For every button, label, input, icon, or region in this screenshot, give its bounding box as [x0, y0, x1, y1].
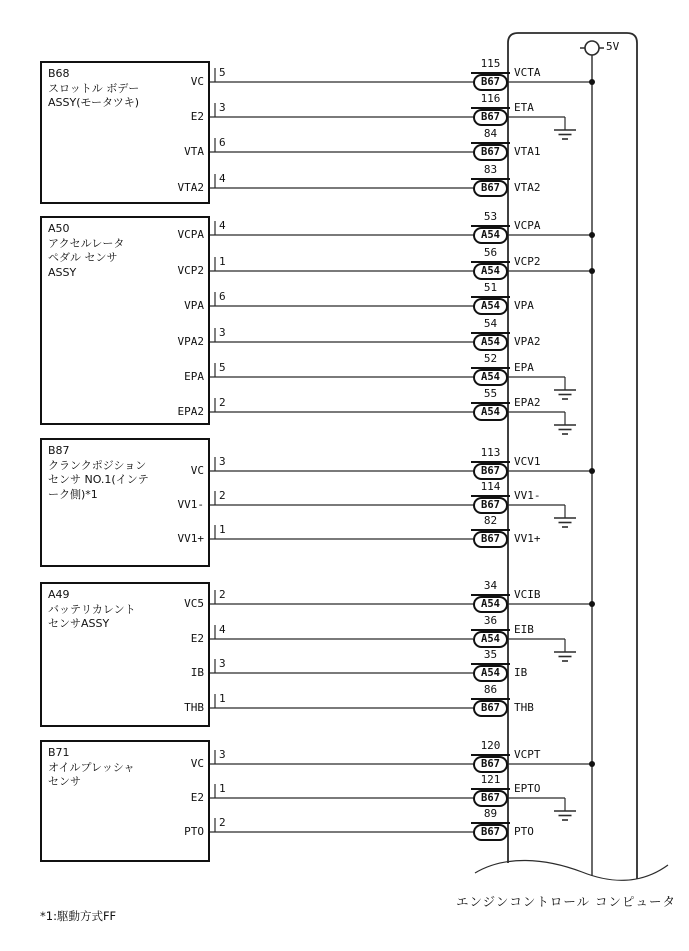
junction-dot: [589, 232, 595, 238]
component-pin-number: 3: [219, 101, 226, 114]
component-pin-label: THB: [184, 701, 204, 714]
component-pin-label: E2: [190, 791, 204, 804]
continuation-wave: [475, 860, 668, 880]
ecu-signal-label: VCIB: [514, 588, 541, 601]
component-pin-label: VC5: [184, 597, 204, 610]
ecu-signal-label: THB: [514, 701, 534, 714]
connector-oval: A54: [473, 369, 508, 386]
component-pin-number: 6: [219, 290, 226, 303]
ecu-terminal-number: 115: [471, 57, 510, 74]
component-pin-label: EPA2: [177, 405, 204, 418]
component-name-line: ASSY(モータツキ): [48, 96, 140, 110]
connector-oval: A54: [473, 596, 508, 613]
component-pin-number: 2: [219, 396, 226, 409]
connector-oval: A54: [473, 334, 508, 351]
ecu-signal-label: PTO: [514, 825, 534, 838]
component-pin-number: 3: [219, 657, 226, 670]
connector-oval: A54: [473, 298, 508, 315]
component-pin-number: 1: [219, 692, 226, 705]
ecu-terminal-number: 36: [471, 614, 510, 631]
component-name-line: オイルプレッシャ: [48, 760, 135, 774]
ecu-signal-label: VV1-: [514, 489, 541, 502]
component-pin-number: 5: [219, 66, 226, 79]
ecu-signal-label: IB: [514, 666, 528, 679]
component-pin-number: 1: [219, 255, 226, 268]
component-name-line: ペダル センサ: [48, 251, 118, 265]
component-name-line: バッテリカレント: [48, 602, 136, 616]
connector-oval: B67: [473, 700, 508, 717]
ecu-signal-label: VPA: [514, 299, 534, 312]
component-pin-number: 2: [219, 588, 226, 601]
junction-dot: [589, 79, 595, 85]
component-box-A50: [40, 216, 210, 425]
component-pin-label: VTA: [184, 145, 204, 158]
component-pin-number: 4: [219, 172, 226, 185]
component-name-line: アクセルレータ: [48, 236, 125, 250]
component-pin-label: EPA: [184, 370, 204, 383]
connector-oval: A54: [473, 263, 508, 280]
component-name-line: A50: [48, 222, 70, 235]
connector-oval: A54: [473, 404, 508, 421]
component-pin-label: VV1+: [177, 532, 204, 545]
component-pin-number: 1: [219, 782, 226, 795]
component-pin-label: E2: [190, 110, 204, 123]
component-pin-label: VCPA: [177, 228, 204, 241]
ecu-terminal-number: 55: [471, 387, 510, 404]
connector-oval: B67: [473, 144, 508, 161]
component-pin-number: 2: [219, 489, 226, 502]
connector-oval: B67: [473, 756, 508, 773]
ecu-signal-label: EPA2: [514, 396, 541, 409]
ecu-signal-label: VCP2: [514, 255, 541, 268]
connector-oval: B67: [473, 790, 508, 807]
component-pin-label: VCP2: [177, 264, 204, 277]
component-pin-number: 5: [219, 361, 226, 374]
component-name-line: B68: [48, 67, 70, 80]
connector-oval: A54: [473, 631, 508, 648]
ecu-signal-label: ETA: [514, 101, 534, 114]
component-pin-label: VPA: [184, 299, 204, 312]
component-pin-number: 3: [219, 326, 226, 339]
component-pin-number: 4: [219, 219, 226, 232]
ecu-signal-label: EPA: [514, 361, 534, 374]
component-pin-number: 1: [219, 523, 226, 536]
connector-oval: B67: [473, 497, 508, 514]
ecu-terminal-number: 56: [471, 246, 510, 263]
ecu-terminal-number: 121: [471, 773, 510, 790]
component-pin-number: 2: [219, 816, 226, 829]
ecu-terminal-number: 83: [471, 163, 510, 180]
ecu-terminal-number: 54: [471, 317, 510, 334]
component-pin-number: 6: [219, 136, 226, 149]
connector-oval: B67: [473, 824, 508, 841]
power-5v-label: 5V: [606, 40, 620, 53]
junction-dot: [589, 268, 595, 274]
component-name-line: A49: [48, 588, 70, 601]
ecu-signal-label: VCPT: [514, 748, 541, 761]
ecu-terminal-number: 53: [471, 210, 510, 227]
ecu-terminal-number: 116: [471, 92, 510, 109]
component-name-line: B87: [48, 444, 70, 457]
ecu-signal-label: VTA1: [514, 145, 541, 158]
ecu-terminal-number: 35: [471, 648, 510, 665]
ecu-terminal-number: 82: [471, 514, 510, 531]
ecu-signal-label: EPTO: [514, 782, 541, 795]
component-pin-label: VC: [190, 75, 204, 88]
ecu-caption: エンジンコントロール コンピュータ: [455, 894, 677, 909]
connector-oval: B67: [473, 463, 508, 480]
junction-dot: [589, 601, 595, 607]
component-pin-number: 3: [219, 455, 226, 468]
ecu-terminal-number: 52: [471, 352, 510, 369]
component-pin-label: VC: [190, 757, 204, 770]
ecu-terminal-number: 51: [471, 281, 510, 298]
component-name-line: ーク側)*1: [48, 487, 98, 501]
component-pin-label: VTA2: [177, 181, 204, 194]
ecu-signal-label: EIB: [514, 623, 534, 636]
junction-dot: [589, 761, 595, 767]
connector-oval: A54: [473, 227, 508, 244]
ecu-signal-label: VPA2: [514, 335, 541, 348]
component-name-line: センサASSY: [48, 617, 110, 631]
ecu-terminal-number: 84: [471, 127, 510, 144]
component-pin-label: VPA2: [177, 335, 204, 348]
component-name-line: B71: [48, 746, 70, 759]
connector-oval: A54: [473, 665, 508, 682]
ecu-signal-label: VCPA: [514, 219, 541, 232]
ecu-terminal-number: 89: [471, 807, 510, 824]
component-pin-label: E2: [190, 632, 204, 645]
ecu-terminal-number: 86: [471, 683, 510, 700]
component-name-line: スロットル ボデー: [48, 81, 140, 95]
power-source-circle: [585, 41, 599, 55]
component-pin-number: 3: [219, 748, 226, 761]
component-name-line: センサ: [48, 775, 81, 789]
ecu-terminal-number: 114: [471, 480, 510, 497]
ecu-terminal-number: 120: [471, 739, 510, 756]
junction-dot: [589, 468, 595, 474]
component-name-line: クランクポジション: [48, 458, 147, 472]
component-name-line: ASSY: [48, 265, 77, 279]
component-pin-number: 4: [219, 623, 226, 636]
ecu-signal-label: VCV1: [514, 455, 541, 468]
connector-oval: B67: [473, 531, 508, 548]
connector-oval: B67: [473, 109, 508, 126]
footnote: *1:駆動方式FF: [40, 909, 117, 923]
component-pin-label: VC: [190, 464, 204, 477]
ecu-signal-label: VCTA: [514, 66, 541, 79]
component-name-line: センサ NO.1(インテ: [48, 473, 149, 487]
component-pin-label: IB: [190, 666, 204, 679]
ecu-signal-label: VTA2: [514, 181, 541, 194]
component-pin-label: PTO: [184, 825, 204, 838]
ecu-terminal-number: 34: [471, 579, 510, 596]
connector-oval: B67: [473, 74, 508, 91]
component-pin-label: VV1-: [177, 498, 204, 511]
connector-oval: B67: [473, 180, 508, 197]
ecu-signal-label: VV1+: [514, 532, 541, 545]
ecu-terminal-number: 113: [471, 446, 510, 463]
